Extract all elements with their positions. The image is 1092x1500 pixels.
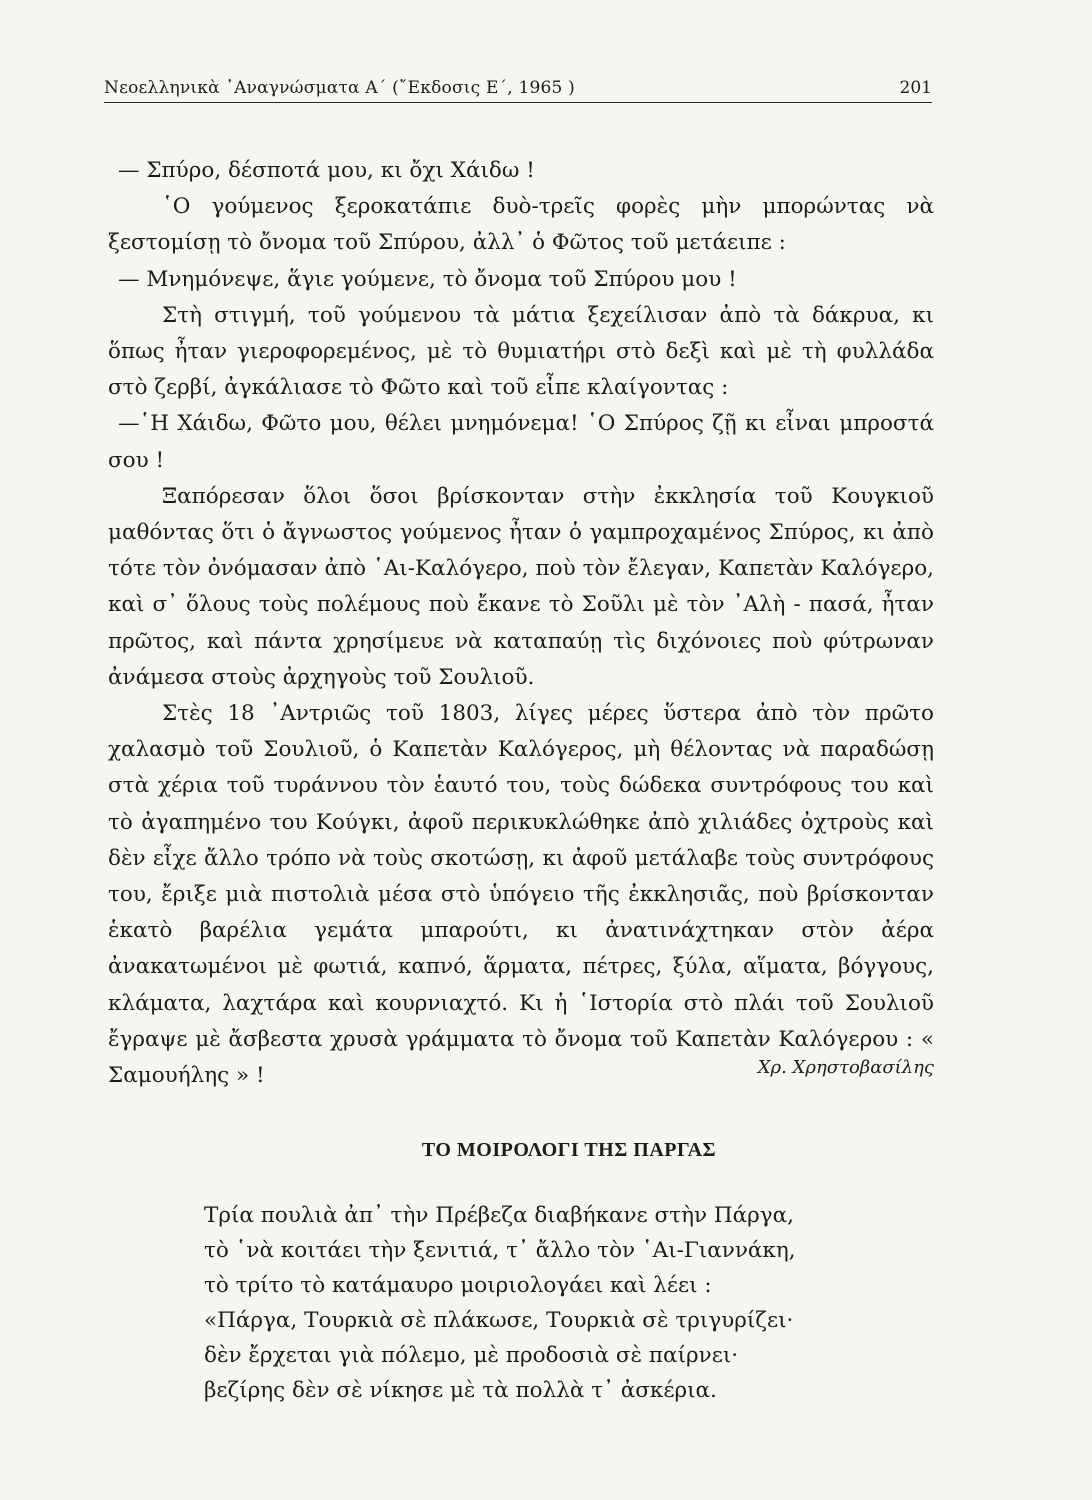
poem-verses	[204, 1198, 924, 1408]
verse-line: βεζίρης δὲν σὲ νίκησε μὲ τὰ πολλὰ τ᾿ ἀσκέρια.	[204, 1378, 717, 1403]
paragraph: ῾Ο γούμενος ξεροκατάπιε δυὸ-τρεῖς φορὲς μὴν μπορώντας νὰ ξεστομίσῃ τὸ ὄνομα τοῦ Σπύρου, ἀλλ᾿ ὁ Φῶτος τοῦ μετάειπε :	[108, 194, 934, 256]
paragraph: Ξαπόρεσαν ὅλοι ὅσοι βρίσκονταν στὴν ἐκκλησία τοῦ Κουγκιοῦ μαθόντας ὅτι ὁ ἄγνωστος γούμενος ἦταν ὁ γαμπροχαμένος Σπύρος, κι ἀπὸ τότε τὸν ὀνόμασαν ἀπὸ ῾Αι-Καλόγερο, ποὺ τὸν ἔλεγαν, Καπετὰν Καλόγερο, καὶ σ᾿ ὅλους τοὺς πολέμους ποὺ ἔκανε τὸ Σοῦλι μὲ τὸν ᾿Αλὴ - πασά, ἦταν πρῶτος, καὶ πάντα χρησίμευε νὰ καταπαύῃ τὶς διχόνοιες ποὺ φύτρωναν ἀνάμεσα στοὺς ἀρχηγοὺς τοῦ Σουλιοῦ.	[108, 483, 934, 690]
running-title: Νεοελληνικὰ ᾿Αναγνώσματα Α΄ (῎Εκδοσις Ε΄, 1965 )	[104, 78, 575, 98]
running-header	[104, 76, 932, 103]
verse-line: δὲν ἔρχεται γιὰ πόλεμο, μὲ προδοσιὰ σὲ παίρνει·	[204, 1343, 739, 1368]
verse-line: «Πάργα, Τουρκιὰ σὲ πλάκωσε, Τουρκιὰ σὲ τριγυρίζει·	[204, 1308, 794, 1333]
author-signature: Χρ. Χρηστοβασίλης	[757, 1057, 934, 1078]
prose-text	[108, 153, 934, 1094]
verse-line: τὸ ῾νὰ κοιτάει τὴν ξενιτιά, τ᾿ ἄλλο τὸν ῾Αι-Γιαννάκη,	[204, 1238, 796, 1263]
page-number: 201	[899, 78, 932, 98]
dialogue-paragraph: —῾Η Χάιδω, Φῶτο μου, θέλει μνημόνεμα! ῾Ο Σπύρος ζῇ κι εἶναι μπροστά σου !	[108, 411, 934, 473]
paragraph: Στὴ στιγμή, τοῦ γούμενου τὰ μάτια ξεχείλισαν ἀπὸ τὰ δάκρυα, κι ὅπως ἦταν γιεροφορεμένος, μὲ τὸ θυμιατήρι στὸ δεξὶ καὶ μὲ τὴ φυλλάδα στὸ ζερβί, ἀγκάλιασε τὸ Φῶτο καὶ τοῦ εἶπε κλαίγοντας :	[108, 302, 934, 401]
dialogue-paragraph: — Σπύρο, δέσποτά μου, κι ὄχι Χάιδω !	[118, 158, 535, 183]
verse-line: τὸ τρίτο τὸ κατάμαυρο μοιριολογάει καὶ λέει :	[204, 1273, 712, 1298]
dialogue-paragraph: — Μνημόνεψε, ἅγιε γούμενε, τὸ ὄνομα τοῦ Σπύρου μου !	[118, 266, 737, 292]
poem-title: ΤΟ ΜΟΙΡΟΛΟΓΙ ΤΗΣ ΠΑΡΓΑΣ	[421, 1139, 717, 1161]
paragraph: Στὲς 18 ᾿Αντριῶς τοῦ 1803, λίγες μέρες ὕστερα ἀπὸ τὸν πρῶτο χαλασμὸ τοῦ Σουλιοῦ, ὁ Καπετὰν Καλόγερος, μὴ θέλοντας νὰ παραδώσῃ στὰ χέρια τοῦ τυράννου τὸν ἑαυτό του, τοὺς δώδεκα συντρόφους του καὶ τὸ ἀγαπημένο του Κούγκι, ἀφοῦ περικυκλώθηκε ἀπὸ χιλιάδες ὀχτροὺς καὶ δὲν εἶχε ἄλλο τρόπο νὰ τοὺς σκοτώσῃ, κι ἀφοῦ μετάλαβε τοὺς συντρόφους του, ἔριξε μιὰ πιστολιὰ μέσα στὸ ὑπόγειο τῆς ἐκκλησιᾶς, ποὺ βρίσκονταν ἑκατὸ βαρέλια γεμάτα μπαρούτι, κι ἀνατινάχτηκαν στὸν ἀέρα ἀνακατωμένοι μὲ φωτιά, καπνό, ἅρματα, πέτρες, ξύλα, αἵματα, βόγγους, κλάματα, λαχτάρα καὶ κουρνιαχτό. Κι ἡ ῾Ιστορία στὸ πλάι τοῦ Σουλιοῦ ἔγραψε μὲ ἄσβεστα χρυσὰ γράμματα τὸ ὄνομα τοῦ Καπετὰν Καλόγερου : « Σαμουήλης » !	[108, 701, 934, 1089]
verse-line: Τρία πουλιὰ ἀπ᾿ τὴν Πρέβεζα διαβήκανε στὴν Πάργα,	[204, 1203, 795, 1228]
